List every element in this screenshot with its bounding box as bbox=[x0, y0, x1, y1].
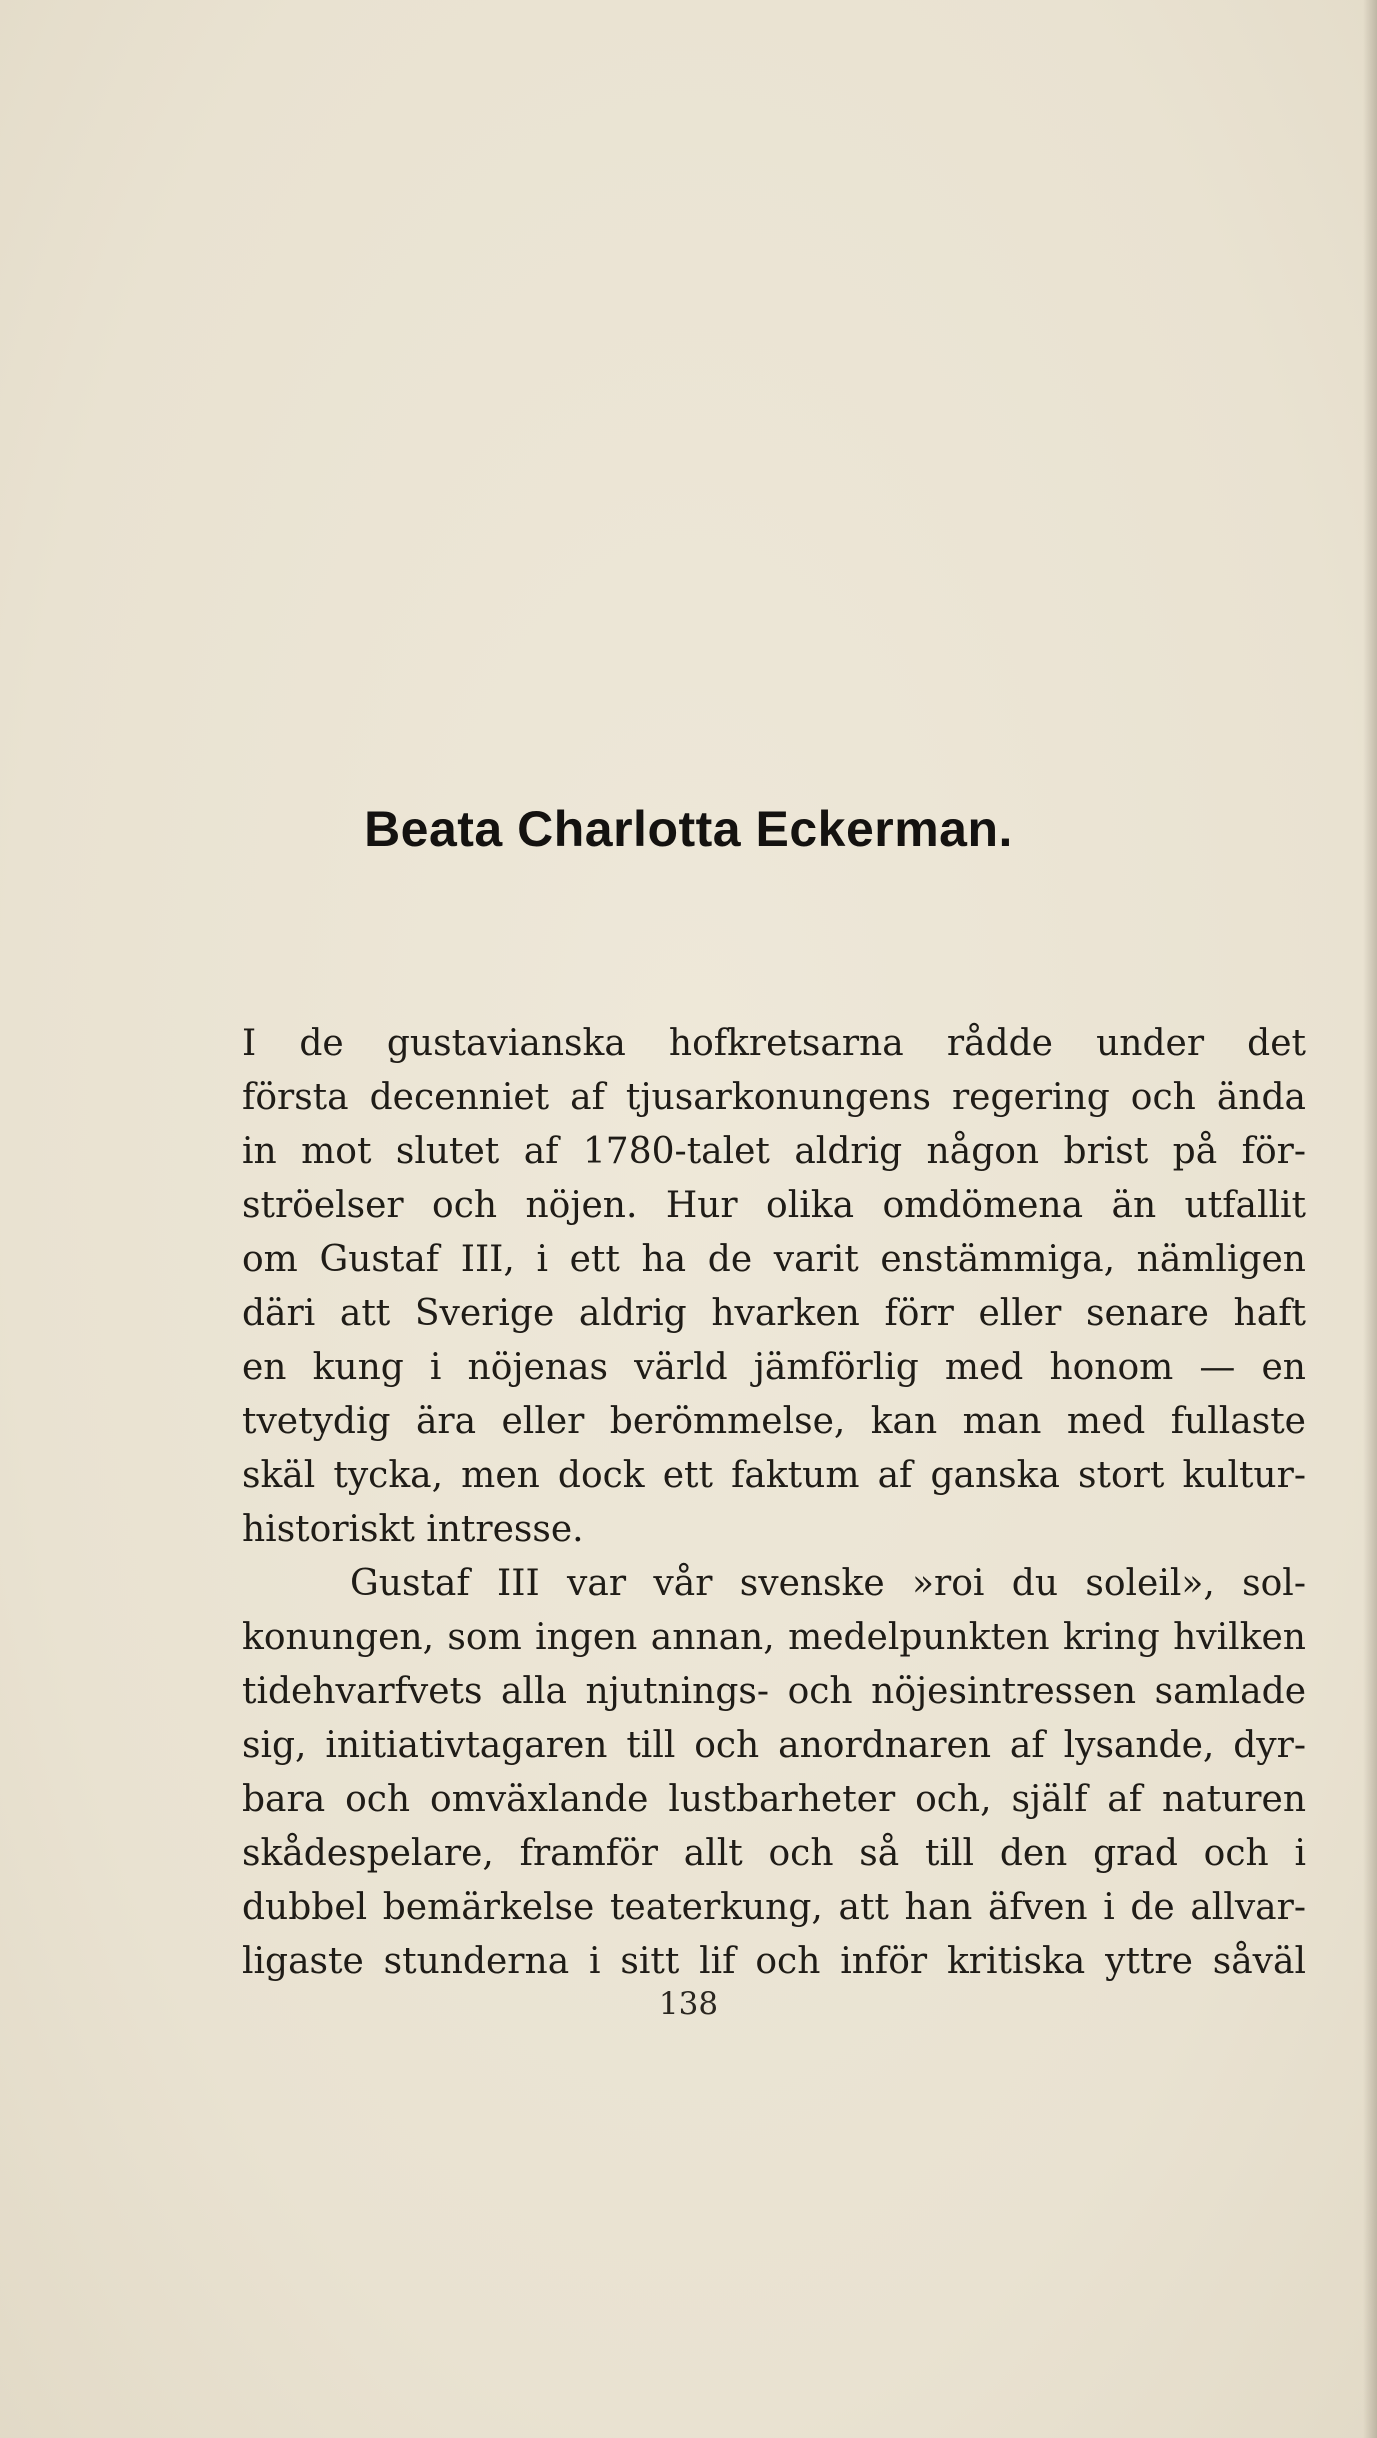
text-line: om Gustaf III, i ett ha de varit enstämmiga, nämligen bbox=[242, 1239, 1306, 1280]
text-line: in mot slutet af 1780-talet aldrig någon brist på för- bbox=[242, 1131, 1306, 1172]
text-line: ligaste stunderna i sitt lif och inför kritiska yttre såväl bbox=[242, 1941, 1306, 1982]
text-line: ströelser och nöjen. Hur olika omdömena än utfallit bbox=[242, 1185, 1306, 1226]
text-line: bara och omväxlande lustbarheter och, själf af naturen bbox=[242, 1779, 1306, 1820]
text-line: sig, initiativtagaren till och anordnaren af lysande, dyr- bbox=[242, 1725, 1306, 1766]
chapter-heading: Beata Charlotta Eckerman. bbox=[364, 801, 1013, 857]
text-line: Gustaf III var vår svenske »roi du soleil», sol- bbox=[350, 1563, 1306, 1604]
text-line: tidehvarfvets alla njutnings- och nöjesintressen samlade bbox=[242, 1671, 1306, 1712]
text-line: däri att Sverige aldrig hvarken förr eller senare haft bbox=[242, 1293, 1306, 1334]
text-line: tvetydig ära eller berömmelse, kan man med fullaste bbox=[242, 1401, 1306, 1442]
text-line: dubbel bemärkelse teaterkung, att han äfven i de allvar- bbox=[242, 1887, 1306, 1928]
text-line: skäl tycka, men dock ett faktum af ganska stort kultur- bbox=[242, 1455, 1306, 1496]
text-line: I de gustavianska hofkretsarna rådde under det bbox=[242, 1023, 1306, 1064]
text-line: en kung i nöjenas värld jämförlig med honom — en bbox=[242, 1347, 1306, 1388]
page-edge-shadow bbox=[1363, 0, 1377, 2438]
text-line: konungen, som ingen annan, medelpunkten kring hvilken bbox=[242, 1617, 1306, 1658]
text-line: första decenniet af tjusarkonungens regering och ända bbox=[242, 1077, 1306, 1118]
text-line: skådespelare, framför allt och så till den grad och i bbox=[242, 1833, 1306, 1874]
text-line: historiskt intresse. bbox=[242, 1509, 584, 1550]
page-number: 138 bbox=[658, 1986, 719, 2022]
